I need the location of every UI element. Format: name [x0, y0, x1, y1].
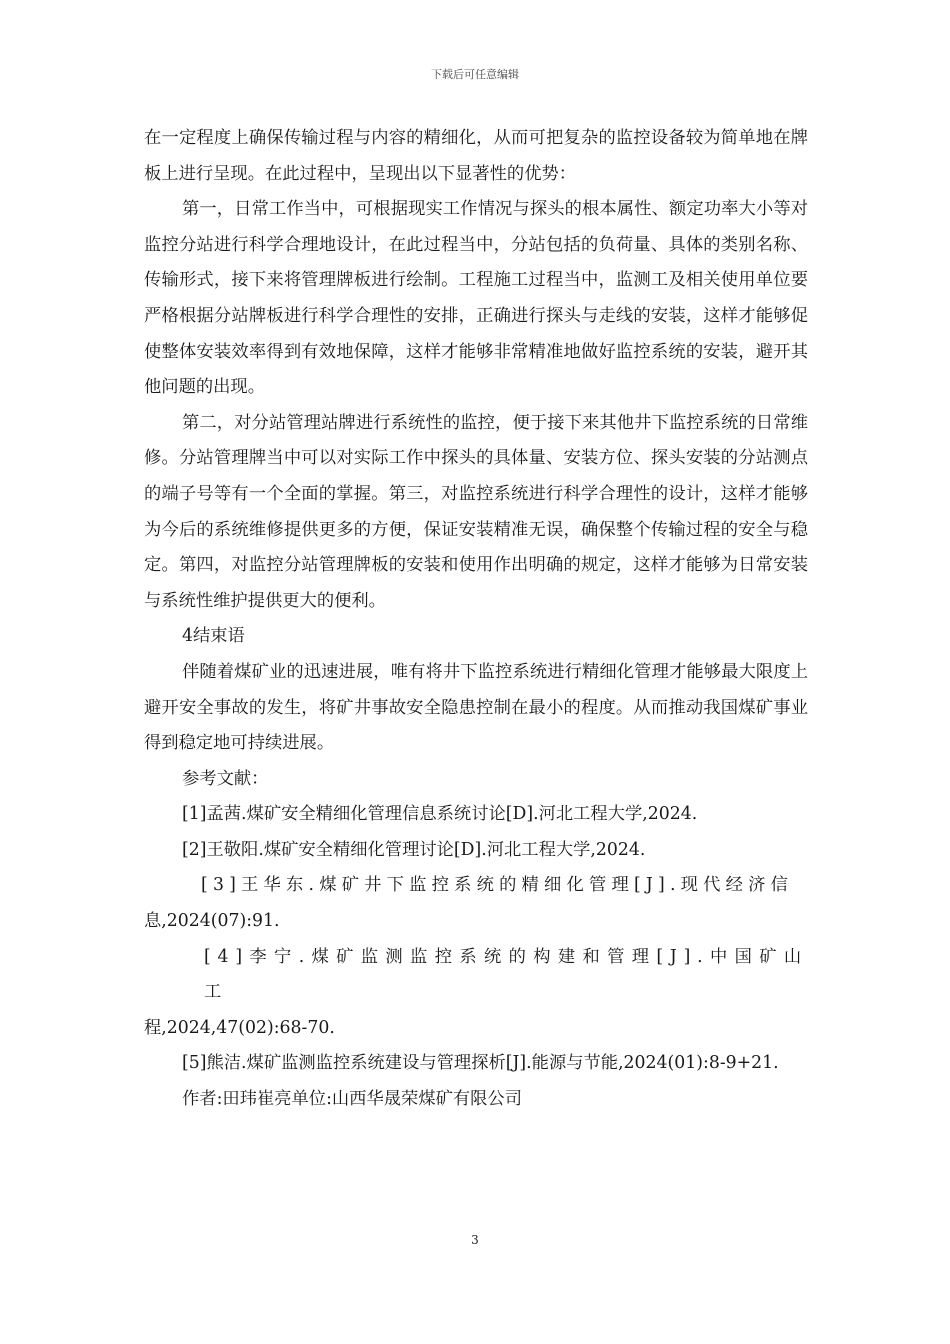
references-heading: 参考文献： [182, 768, 269, 789]
reference-line: [3]王华东.煤矿井下监控系统的精细化管理[J].现代经济信 [201, 875, 794, 896]
reference-item [144, 868, 808, 939]
reference-line: [4]李宁.煤矿监测监控系统的构建和管理[J].中国矿山工 [204, 946, 808, 1003]
page-header: 下载后可任意编辑 [431, 68, 519, 81]
section-heading: 4结束语 [182, 626, 245, 647]
reference-item: [1]孟茜.煤矿安全精细化管理信息系统讨论[D].河北工程大学,2024. [182, 804, 698, 825]
reference-item: [5]熊洁.煤矿监测监控系统建设与管理探析[J].能源与节能,2024(01):8-9+21. [182, 1053, 779, 1074]
reference-line: 息,2024(07):91. [144, 911, 280, 932]
page-number: 3 [471, 1233, 479, 1247]
paragraph: 在一定程度上确保传输过程与内容的精细化，从而可把复杂的监控设备较为简单地在牌板上进行呈现。在此过程中，呈现出以下显著性的优势： [144, 128, 808, 184]
paragraph: 第二，对分站管理站牌进行系统性的监控，便于接下来其他井下监控系统的日常维修。分站管理牌当中可以对实际工作中探头的具体量、安装方位、探头安装的分站测点的端子号等有一个全面的掌握。第三，对监控系统进行科学合理性的设计，这样才能够为今后的系统维修提供更多的方便，保证安装精准无误，确保整个传输过程的安全与稳定。第四，对监控分站管理牌板的安装和使用作出明确的规定，这样才能够为日常安装与系统性维护提供更大的便利。 [144, 412, 808, 611]
paragraph: 伴随着煤矿业的迅速进展，唯有将井下监控系统进行精细化管理才能够最大限度上避开安全事故的发生，将矿井事故安全隐患控制在最小的程度。从而推动我国煤矿事业得到稳定地可持续进展。 [144, 661, 808, 754]
author-line: 作者:田玮崔亮单位:山西华晟荣煤矿有限公司 [182, 1089, 522, 1110]
reference-item [144, 940, 808, 1047]
reference-line: 程,2024,47(02):68-70. [144, 1017, 335, 1038]
paragraph: 第一，日常工作当中，可根据现实工作情况与探头的根本属性、额定功率大小等对监控分站进行科学合理地设计，在此过程当中，分站包括的负荷量、具体的类别名称、传输形式，接下来将管理牌板进行绘制。工程施工过程当中，监测工及相关使用单位要严格根据分站牌板进行科学合理性的安排，正确进行探头与走线的安装，这样才能够促使整体安装效率得到有效地保障，这样才能够非常精准地做好监控系统的安装，避开其他问题的出现。 [144, 199, 808, 398]
reference-item: [2]王敬阳.煤矿安全精细化管理讨论[D].河北工程大学,2024. [182, 839, 646, 860]
document-body [144, 121, 808, 1118]
